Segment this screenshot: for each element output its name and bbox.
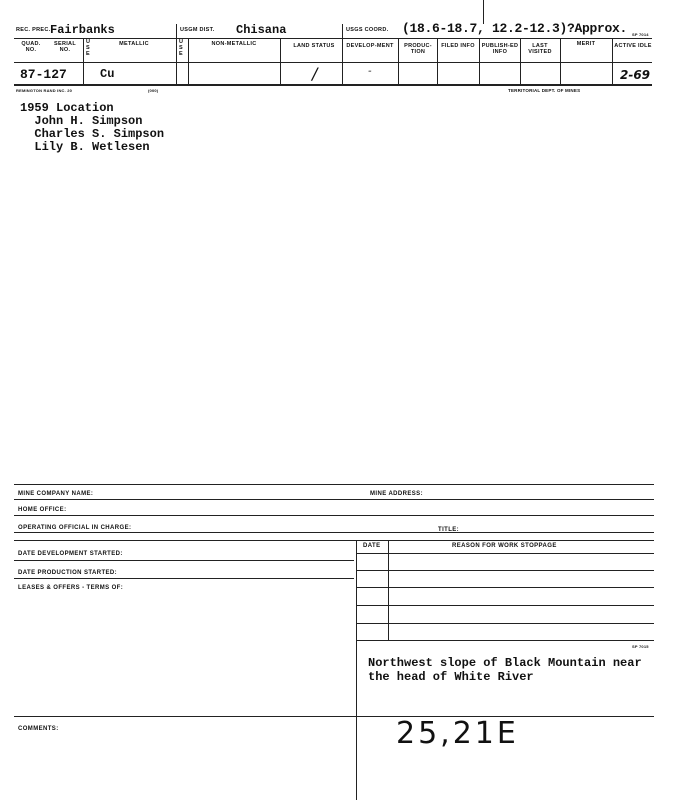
column-rule bbox=[14, 62, 652, 63]
title-label: TITLE: bbox=[438, 527, 460, 533]
operating-official-label: OPERATING OFFICIAL IN CHARGE: bbox=[18, 525, 132, 531]
form-code-top: SP 7014 bbox=[632, 32, 649, 37]
divider bbox=[479, 38, 480, 84]
development-label: DEVELOP-MENT bbox=[346, 43, 394, 49]
comments-label: COMMENTS: bbox=[18, 726, 59, 732]
use-label: U S E bbox=[86, 39, 91, 57]
published-info-label: PUBLISH-ED INFO bbox=[481, 43, 519, 55]
quad-serial-value: 87-127 bbox=[20, 67, 67, 82]
rule bbox=[356, 605, 654, 606]
divider bbox=[176, 24, 177, 84]
handwritten-township: 25,21E bbox=[396, 716, 519, 751]
production-label: PRODUC-TION bbox=[404, 43, 432, 55]
divider bbox=[280, 38, 281, 84]
date-divider bbox=[388, 540, 389, 640]
filed-info-label: FILED INFO bbox=[441, 43, 475, 49]
rule bbox=[356, 570, 654, 571]
merit-value: 2-69 bbox=[620, 68, 651, 82]
rule bbox=[14, 578, 354, 579]
middle-divider bbox=[356, 540, 357, 800]
header-rule bbox=[14, 38, 652, 39]
reason-column-header: REASON FOR WORK STOPPAGE bbox=[452, 543, 557, 549]
land-status-label: LAND STATUS bbox=[293, 43, 335, 49]
note-line: Lily B. Wetlesen bbox=[20, 140, 150, 154]
merit-label: MERIT bbox=[576, 41, 596, 47]
divider bbox=[520, 38, 521, 84]
quad-no-label: QUAD. NO. bbox=[21, 41, 41, 53]
non-metallic-label: NON-METALLIC bbox=[211, 41, 257, 47]
usgs-coord-label: USGS COORD. bbox=[346, 27, 389, 33]
serial-no-label: SERIAL NO. bbox=[54, 41, 76, 53]
imprint-middle: (000) bbox=[148, 88, 159, 93]
usgs-coord-value: (18.6-18.7, 12.2-12.3)?Approx. bbox=[402, 21, 628, 36]
note-line: Charles S. Simpson bbox=[20, 127, 165, 141]
land-status-value: / bbox=[312, 64, 318, 83]
rule bbox=[14, 515, 654, 516]
divider bbox=[188, 38, 189, 84]
rule bbox=[356, 640, 654, 641]
imprint-right: TERRITORIAL DEPT. OF MINES bbox=[508, 88, 581, 93]
rec-prec-value: Fairbanks bbox=[50, 23, 115, 37]
date-column-header: DATE bbox=[363, 543, 381, 549]
home-office-label: HOME OFFICE: bbox=[18, 507, 67, 513]
divider bbox=[437, 38, 438, 84]
imprint-left: REMINGTON RAND INC. 20 bbox=[16, 88, 73, 93]
development-value: - bbox=[368, 66, 372, 77]
rule bbox=[14, 499, 654, 500]
location-description: Northwest slope of Black Mountain near the head of White River bbox=[368, 656, 642, 684]
usgm-dist-label: USGM DIST. bbox=[180, 27, 215, 33]
date-development-label: DATE DEVELOPMENT STARTED: bbox=[18, 551, 123, 557]
rule bbox=[14, 540, 654, 541]
rule bbox=[14, 532, 654, 533]
metallic-value: Cu bbox=[100, 67, 115, 81]
top-rule bbox=[14, 484, 654, 485]
divider bbox=[560, 38, 561, 84]
leases-label: LEASES & OFFERS - TERMS OF: bbox=[18, 585, 124, 591]
metallic-label: METALLIC bbox=[119, 41, 149, 47]
note-line: John H. Simpson bbox=[20, 114, 143, 128]
date-production-label: DATE PRODUCTION STARTED: bbox=[18, 570, 118, 576]
form-code-bottom: SP 7015 bbox=[632, 644, 649, 649]
mine-address-label: MINE ADDRESS: bbox=[370, 491, 423, 497]
rec-prec-label: REC. PREC. bbox=[16, 27, 51, 33]
mine-company-name-label: MINE COMPANY NAME: bbox=[18, 491, 94, 497]
use-label-2: U S E bbox=[179, 39, 184, 57]
divider bbox=[83, 38, 84, 84]
divider bbox=[398, 38, 399, 84]
divider bbox=[612, 38, 613, 84]
active-idle-label: ACTIVE IDLE bbox=[614, 43, 652, 49]
row-rule bbox=[14, 84, 652, 86]
divider bbox=[342, 24, 343, 84]
note-line: 1959 Location bbox=[20, 101, 114, 115]
rule bbox=[14, 716, 654, 717]
rule bbox=[356, 623, 654, 624]
last-visited-label: LAST VISITED bbox=[528, 43, 552, 55]
rule bbox=[356, 587, 654, 588]
rule bbox=[356, 553, 654, 554]
usgm-dist-value: Chisana bbox=[236, 23, 287, 37]
rule bbox=[14, 560, 354, 561]
